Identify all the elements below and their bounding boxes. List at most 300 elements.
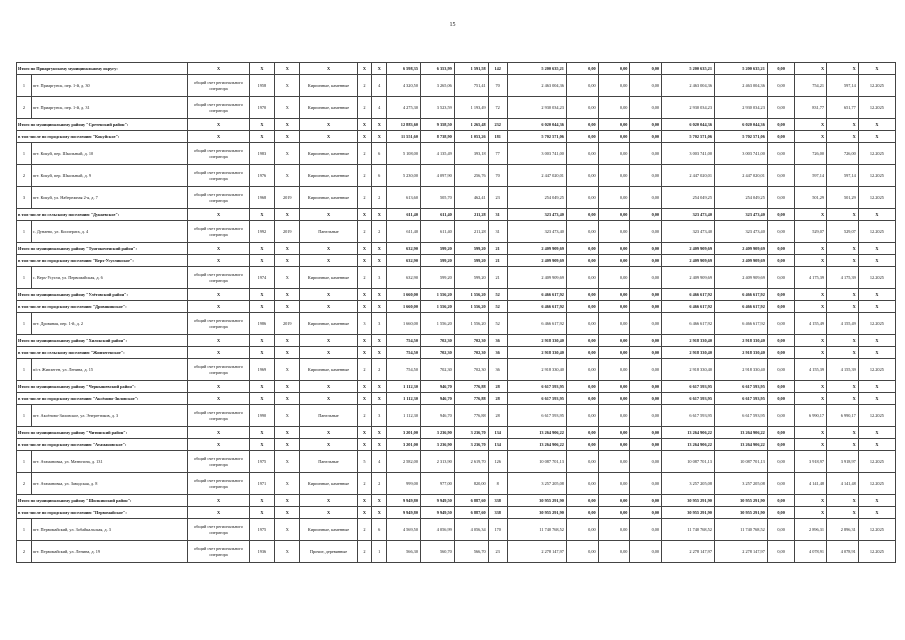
table-cell: 181 [488, 131, 507, 143]
address-cell: пгт. Дровяная, пер. 1-й, д. 2 [31, 313, 188, 335]
table-cell: 0,00 [598, 381, 630, 393]
table-cell: 776,88 [454, 381, 488, 393]
table-cell: 0,00 [630, 97, 662, 119]
table-cell: 4 155,39 [827, 359, 859, 381]
total-row [17, 427, 896, 439]
table-cell: Х [249, 119, 274, 131]
table-cell: 0,00 [630, 209, 662, 221]
table-cell: 0,00 [598, 451, 630, 473]
table-cell: 170 [488, 519, 507, 541]
table-cell: Х [372, 289, 387, 301]
table-cell: 12.2025 [858, 221, 895, 243]
table-cell: Х [357, 347, 372, 359]
table-cell: 0,00 [566, 451, 598, 473]
table-cell: 4 [372, 451, 387, 473]
table-cell: Х [357, 393, 372, 405]
table-cell: 0,00 [767, 187, 795, 209]
table-cell: Х [795, 381, 827, 393]
table-cell: Х [249, 495, 274, 507]
table-cell: 12.2025 [858, 143, 895, 165]
table-cell: 5 702 571,06 [714, 131, 767, 143]
table-cell: 0,00 [767, 143, 795, 165]
table-cell: 254 049,25 [714, 187, 767, 209]
table-cell: 6 617 593,95 [507, 405, 566, 427]
table-cell: Х [357, 301, 372, 313]
table-cell: 0,00 [630, 473, 662, 495]
table-cell: 702,30 [454, 347, 488, 359]
table-cell: 2 918 330,40 [507, 335, 566, 347]
table-cell: 4 141,48 [827, 473, 859, 495]
total-label: Итого по муниципальному району "Чернышевский район": [17, 381, 188, 393]
table-cell: 12.2025 [858, 165, 895, 187]
total-label: в том числе по городскому поселению "Атамановское": [17, 439, 188, 451]
table-cell: 30 955 291,90 [507, 495, 566, 507]
table-cell: 3 003 741,00 [714, 143, 767, 165]
table-cell: 2 896,31 [795, 519, 827, 541]
table-cell: Х [827, 381, 859, 393]
table-cell: 0,00 [598, 187, 630, 209]
table-cell: 21 [488, 243, 507, 255]
table-cell: 0,00 [598, 209, 630, 221]
table-cell: 5 200 635,21 [507, 63, 566, 75]
table-cell: 5 200 635,21 [662, 63, 715, 75]
table-cell: 256,76 [454, 165, 488, 187]
table-cell: 1976 [249, 165, 274, 187]
table-cell: 726,00 [795, 143, 827, 165]
total-row [17, 119, 896, 131]
table-cell: 0,00 [598, 519, 630, 541]
table-cell: 2 463 004,36 [507, 75, 566, 97]
table-cell: 2 [357, 187, 372, 209]
table-cell: 1 556,20 [420, 313, 454, 335]
total-row [17, 381, 896, 393]
table-cell: 13 264 906,22 [662, 427, 715, 439]
table-cell: 0,00 [598, 119, 630, 131]
table-cell: 4 155,49 [827, 313, 859, 335]
table-cell: 2 896,31 [827, 519, 859, 541]
table-cell: 6 466 617,92 [714, 289, 767, 301]
table-cell: 820,00 [454, 473, 488, 495]
table-cell: 6 617 593,95 [714, 405, 767, 427]
table-cell: 0,00 [767, 165, 795, 187]
table-cell: 1 556,20 [420, 301, 454, 313]
table-cell: 726,00 [827, 143, 859, 165]
table-cell: Х [858, 119, 895, 131]
table-cell: 999,00 [387, 473, 421, 495]
table-cell: общий счет регионального оператора [188, 97, 249, 119]
table-cell: Х [275, 381, 300, 393]
table-cell: Х [300, 393, 357, 405]
table-cell: 529,07 [795, 221, 827, 243]
table-cell: Х [275, 119, 300, 131]
row-number: 2 [17, 473, 32, 495]
table-cell: 0,00 [566, 255, 598, 267]
table-cell: Х [300, 243, 357, 255]
table-cell: Х [275, 347, 300, 359]
table-cell: 632,90 [387, 267, 421, 289]
total-row [17, 289, 896, 301]
table-cell: 0,00 [767, 359, 795, 381]
table-cell: Х [858, 335, 895, 347]
table-cell: 12.2025 [858, 267, 895, 289]
table-cell: 0,00 [598, 97, 630, 119]
table-cell: Х [275, 63, 300, 75]
table-cell: 462,41 [454, 187, 488, 209]
total-row [17, 131, 896, 143]
table-cell: 0,00 [598, 473, 630, 495]
table-cell: 0,00 [630, 165, 662, 187]
table-cell: 1 660,00 [387, 313, 421, 335]
row-number: 1 [17, 221, 32, 243]
total-label: в том числе по городскому поселению "Верх-Усуглинское": [17, 255, 188, 267]
table-cell: 597,14 [795, 165, 827, 187]
total-row [17, 243, 896, 255]
table-cell: 6 020 044,36 [507, 119, 566, 131]
table-cell: 1969 [249, 359, 274, 381]
table-cell: 1 112,30 [387, 381, 421, 393]
table-cell: Х [188, 289, 249, 301]
table-cell: 0,00 [767, 541, 795, 563]
table-cell: 12.2025 [858, 473, 895, 495]
table-cell: 4 275,30 [387, 97, 421, 119]
table-cell: Х [249, 301, 274, 313]
table-cell: 2 918 330,40 [662, 347, 715, 359]
table-cell: Х [188, 495, 249, 507]
table-cell: 2 409 909,69 [714, 267, 767, 289]
table-cell: 3 [372, 267, 387, 289]
table-cell: Х [300, 255, 357, 267]
table-cell: 11 740 768,52 [662, 519, 715, 541]
table-cell: 632,90 [387, 255, 421, 267]
table-cell: 702,30 [454, 359, 488, 381]
total-row [17, 209, 896, 221]
table-cell: Х [827, 131, 859, 143]
table-cell: 2 278 147,97 [662, 541, 715, 563]
table-cell: 13 264 906,22 [507, 427, 566, 439]
table-cell: 702,30 [420, 359, 454, 381]
table-cell: Х [357, 381, 372, 393]
table-cell: 0,00 [630, 495, 662, 507]
table-cell: 70 [488, 165, 507, 187]
table-cell: 3 236,90 [420, 439, 454, 451]
total-label: Итого по муниципальному району "Улётовский район": [17, 289, 188, 301]
table-cell: Х [249, 255, 274, 267]
table-cell: Х [858, 393, 895, 405]
table-cell: 5 108,00 [387, 143, 421, 165]
table-cell: 5 200 635,21 [714, 63, 767, 75]
table-cell: 13 264 906,22 [507, 439, 566, 451]
table-cell: 72 [488, 97, 507, 119]
table-cell: 2 918 330,40 [714, 359, 767, 381]
table-cell: 13 264 906,22 [714, 439, 767, 451]
table-cell: Х [858, 209, 895, 221]
table-cell: 597,14 [827, 75, 859, 97]
row-number: 2 [17, 541, 32, 563]
table-cell: Х [827, 243, 859, 255]
table-cell: 2 [372, 473, 387, 495]
table-cell: Х [188, 439, 249, 451]
table-cell: 3 257 205,08 [662, 473, 715, 495]
table-cell: Х [300, 347, 357, 359]
table-cell: Х [827, 393, 859, 405]
table-cell: общий счет регионального оператора [188, 313, 249, 335]
table-cell: Х [795, 439, 827, 451]
table-cell: 2019 [275, 187, 300, 209]
table-cell: 2 [357, 97, 372, 119]
table-cell: 1986 [249, 313, 274, 335]
table-cell: Х [827, 209, 859, 221]
table-cell: Х [372, 243, 387, 255]
row-number: 1 [17, 75, 32, 97]
table-cell: 831,77 [795, 97, 827, 119]
table-cell: 0,00 [767, 301, 795, 313]
table-cell: Х [275, 427, 300, 439]
table-cell: 2 [357, 143, 372, 165]
table-cell: Х [300, 439, 357, 451]
table-cell: 2 409 909,69 [507, 267, 566, 289]
table-cell: 70 [488, 75, 507, 97]
table-cell: Х [858, 63, 895, 75]
table-cell: 0,00 [630, 267, 662, 289]
table-cell: 6 [372, 143, 387, 165]
table-cell: 3 257 205,08 [507, 473, 566, 495]
table-cell: Кирпичные, каменные [300, 519, 357, 541]
table-cell: Панельные [300, 451, 357, 473]
table-cell: 6 466 617,92 [662, 301, 715, 313]
table-row [17, 187, 896, 209]
table-cell: 323 473,40 [507, 221, 566, 243]
table-cell: Х [372, 393, 387, 405]
table-cell: 6 617 593,95 [714, 393, 767, 405]
table-cell: 323 473,40 [662, 209, 715, 221]
row-number: 1 [17, 519, 32, 541]
table-row [17, 267, 896, 289]
table-cell: 0,00 [598, 347, 630, 359]
table-cell: 12.2025 [858, 75, 895, 97]
table-cell: 3 [357, 313, 372, 335]
table-cell: 751,41 [454, 75, 488, 97]
table-cell: Х [357, 495, 372, 507]
table-cell: 0,00 [630, 221, 662, 243]
table-cell: 599,20 [420, 255, 454, 267]
table-cell: 6 466 617,92 [714, 301, 767, 313]
table-cell: Х [275, 267, 300, 289]
table-cell: 0,00 [630, 75, 662, 97]
table-row [17, 75, 896, 97]
table-cell: 651,77 [827, 97, 859, 119]
table-cell: 1958 [249, 75, 274, 97]
table-cell: 2 918 330,40 [507, 347, 566, 359]
table-cell: Х [795, 255, 827, 267]
table-cell: Х [827, 507, 859, 519]
table-cell: общий счет регионального оператора [188, 267, 249, 289]
table-cell: 134 [488, 427, 507, 439]
table-cell: 1 556,20 [454, 289, 488, 301]
table-cell: Х [827, 495, 859, 507]
table-cell: Х [372, 507, 387, 519]
table-cell: 754,50 [387, 359, 421, 381]
table-cell: Кирпичные, каменные [300, 97, 357, 119]
table-cell: Х [300, 495, 357, 507]
table-cell: 2 582,00 [387, 451, 421, 473]
table-cell: 0,00 [630, 359, 662, 381]
table-cell: 0,00 [598, 131, 630, 143]
table-cell: 4 097,90 [420, 165, 454, 187]
table-cell: 946,70 [420, 405, 454, 427]
table-cell: Х [827, 255, 859, 267]
table-cell: 0,00 [598, 301, 630, 313]
table-cell: 0,00 [630, 143, 662, 165]
table-cell: общий счет регионального оператора [188, 165, 249, 187]
table-cell: 2 [357, 359, 372, 381]
table-cell: 2 463 004,36 [662, 75, 715, 97]
table-cell: 754,50 [387, 347, 421, 359]
table-cell: 8 [488, 473, 507, 495]
table-cell: 2 [372, 221, 387, 243]
table-row [17, 451, 896, 473]
table-cell: Х [795, 63, 827, 75]
table-cell: 0,00 [566, 143, 598, 165]
table-cell: 0,00 [630, 439, 662, 451]
table-cell: 4 155,39 [795, 359, 827, 381]
table-cell: 0,00 [767, 347, 795, 359]
table-cell: 52 [488, 289, 507, 301]
table-cell: Х [188, 393, 249, 405]
table-cell: 6 020 044,36 [714, 119, 767, 131]
table-cell: 0,00 [767, 289, 795, 301]
table-cell: 2 918 330,40 [714, 335, 767, 347]
table-cell: 0,00 [767, 381, 795, 393]
table-cell: 632,90 [387, 243, 421, 255]
table-cell: 3 918,97 [827, 451, 859, 473]
table-cell: 2 [357, 541, 372, 563]
table-cell: 0,00 [630, 427, 662, 439]
table-cell: 0,00 [630, 393, 662, 405]
table-cell: 0,00 [767, 75, 795, 97]
table-cell: 6 466 617,92 [714, 313, 767, 335]
table-cell: 2 409 909,69 [662, 255, 715, 267]
table-cell: 6 466 617,92 [662, 313, 715, 335]
table-cell: 0,00 [767, 63, 795, 75]
row-number: 1 [17, 143, 32, 165]
total-row [17, 439, 896, 451]
table-cell: 3 257 205,08 [714, 473, 767, 495]
table-cell: 323 473,40 [507, 209, 566, 221]
table-cell: Кирпичные, каменные [300, 165, 357, 187]
table-cell: 0,00 [630, 541, 662, 563]
table-cell: 6 887,60 [454, 495, 488, 507]
table-cell: Х [827, 119, 859, 131]
table-cell: 28 [488, 405, 507, 427]
table-cell: 10 087 701,13 [662, 451, 715, 473]
total-label: Итого по муниципальному району "Читинский район": [17, 427, 188, 439]
table-cell: 4 135,49 [420, 143, 454, 165]
table-cell: Х [795, 347, 827, 359]
table-cell: 1 556,20 [454, 301, 488, 313]
address-cell: пгт. Кокуй, ул. Набережная 2-я, д. 7 [31, 187, 188, 209]
table-cell: Х [275, 131, 300, 143]
total-label: Итого по муниципальному району "Шилкинский район": [17, 495, 188, 507]
table-cell: 2 409 909,69 [714, 255, 767, 267]
table-cell: 702,30 [420, 335, 454, 347]
table-cell: 28 [488, 381, 507, 393]
table-cell: 0,00 [566, 519, 598, 541]
table-cell: Х [372, 301, 387, 313]
total-label: Итого по муниципальному району "Сретенский район": [17, 119, 188, 131]
table-cell: 323 473,40 [714, 209, 767, 221]
table-cell: 3 265,06 [420, 75, 454, 97]
table-cell: 30 955 291,90 [662, 495, 715, 507]
table-cell: Х [275, 507, 300, 519]
table-cell: Х [858, 289, 895, 301]
table-cell: 566,30 [387, 541, 421, 563]
table-cell: 0,00 [598, 541, 630, 563]
table-cell: 0,00 [767, 313, 795, 335]
table-cell: Х [858, 255, 895, 267]
table-cell: Х [795, 301, 827, 313]
table-cell: 6 617 593,95 [662, 405, 715, 427]
table-cell: Х [188, 335, 249, 347]
table-cell: 4 569,50 [387, 519, 421, 541]
table-cell: 10 087 701,13 [507, 451, 566, 473]
table-cell: 1975 [249, 519, 274, 541]
table-cell: 611,40 [420, 221, 454, 243]
table-cell: 2 [357, 75, 372, 97]
table-cell: 0,00 [566, 439, 598, 451]
table-cell: Панельные [300, 221, 357, 243]
table-cell: 0,00 [767, 255, 795, 267]
table-cell: 21 [488, 255, 507, 267]
table-cell: 0,00 [630, 335, 662, 347]
table-cell: общий счет регионального оператора [188, 143, 249, 165]
table-cell: 2 313,90 [420, 451, 454, 473]
table-row [17, 519, 896, 541]
total-row [17, 393, 896, 405]
table-cell: 0,00 [630, 519, 662, 541]
table-cell: общий счет регионального оператора [188, 541, 249, 563]
table-cell: Х [188, 507, 249, 519]
table-cell: 2 447 020,01 [507, 165, 566, 187]
table-cell: 2019 [275, 221, 300, 243]
table-cell: 0,00 [767, 507, 795, 519]
table-cell: 1983 [249, 143, 274, 165]
table-cell: 30 955 291,90 [714, 495, 767, 507]
table-cell: 0,00 [566, 347, 598, 359]
table-cell: 6 353,99 [420, 63, 454, 75]
table-cell: 0,00 [566, 495, 598, 507]
table-cell: Х [372, 335, 387, 347]
table-cell: 0,00 [767, 393, 795, 405]
table-cell: 2 930 034,23 [507, 97, 566, 119]
table-cell: Кирпичные, каменные [300, 187, 357, 209]
table-cell: Х [827, 427, 859, 439]
table-cell: 0,00 [598, 289, 630, 301]
table-cell: общий счет регионального оператора [188, 451, 249, 473]
table-cell: Х [300, 63, 357, 75]
table-cell: 2 278 147,97 [714, 541, 767, 563]
table-cell: 0,00 [630, 347, 662, 359]
table-cell: 1 112,30 [387, 405, 421, 427]
table-cell: Х [372, 347, 387, 359]
table-cell: 599,20 [454, 243, 488, 255]
table-cell: 776,88 [454, 405, 488, 427]
table-cell: Х [275, 359, 300, 381]
table-cell: 3 201,00 [387, 427, 421, 439]
table-cell: 11 740 768,52 [714, 519, 767, 541]
table-cell: 1974 [249, 267, 274, 289]
table-cell: Х [275, 335, 300, 347]
table-cell: 3 236,70 [454, 439, 488, 451]
